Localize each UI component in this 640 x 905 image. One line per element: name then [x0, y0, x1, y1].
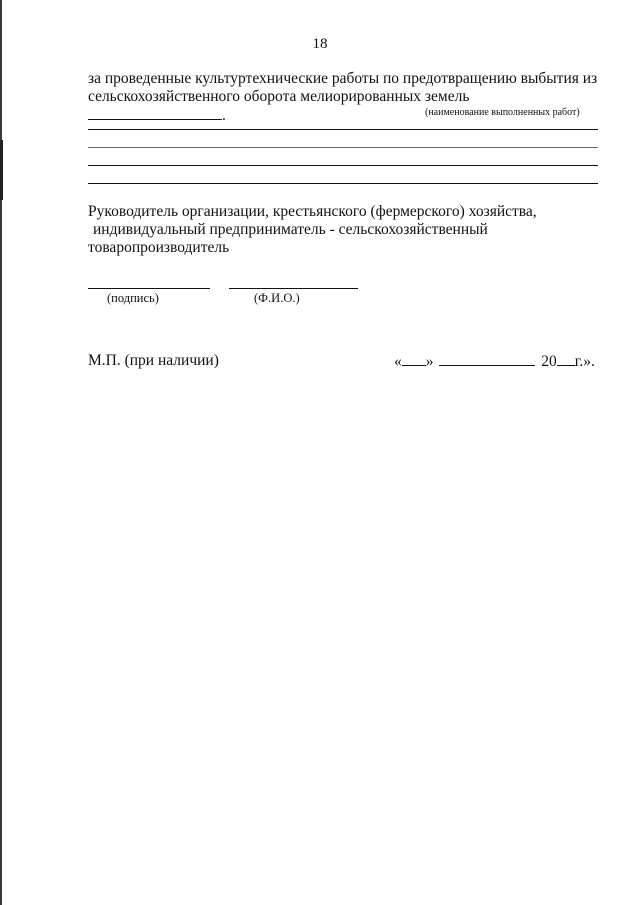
scan-edge-mark	[0, 140, 3, 200]
year-field[interactable]	[557, 352, 575, 366]
intro-end-mark: .	[222, 107, 226, 124]
work-name-hint: (наименование выполненных работ)	[425, 107, 580, 118]
work-description-line-4[interactable]	[88, 183, 598, 184]
month-field[interactable]	[439, 352, 535, 366]
signature-label: (подпись)	[107, 291, 159, 305]
work-description-line-2[interactable]	[88, 147, 598, 148]
intro-line-2-text: сельскохозяйственного оборота мелиорированных земель	[88, 88, 470, 105]
signatory-paragraph	[88, 203, 603, 257]
day-field[interactable]	[402, 352, 426, 366]
full-name-label: (Ф.И.О.)	[254, 291, 300, 305]
full-name-field[interactable]	[229, 288, 358, 289]
date-close-quote: »	[425, 353, 434, 370]
signatory-line-2: индивидуальный предприниматель - сельскохозяйственный	[93, 221, 488, 238]
year-prefix: 20	[541, 353, 557, 370]
stamp-label: М.П. (при наличии)	[88, 352, 219, 369]
year-suffix: г.».	[574, 353, 595, 370]
signature-field[interactable]	[88, 288, 210, 289]
signatory-line-1: Руководитель организации, крестьянского (фермерского) хозяйства,	[88, 203, 537, 220]
signatory-line-3: товаропроизводитель	[88, 239, 230, 256]
scan-edge	[0, 0, 2, 905]
intro-line-1: за проведенные культуртехнические работы по предотвращению выбытия из	[88, 70, 598, 87]
work-description-line-1[interactable]	[88, 129, 598, 130]
work-name-field[interactable]	[88, 106, 222, 120]
page-number: 18	[312, 36, 328, 52]
date-line	[394, 352, 595, 371]
work-description-line-3[interactable]	[88, 165, 598, 166]
date-open-quote: «	[394, 353, 402, 370]
